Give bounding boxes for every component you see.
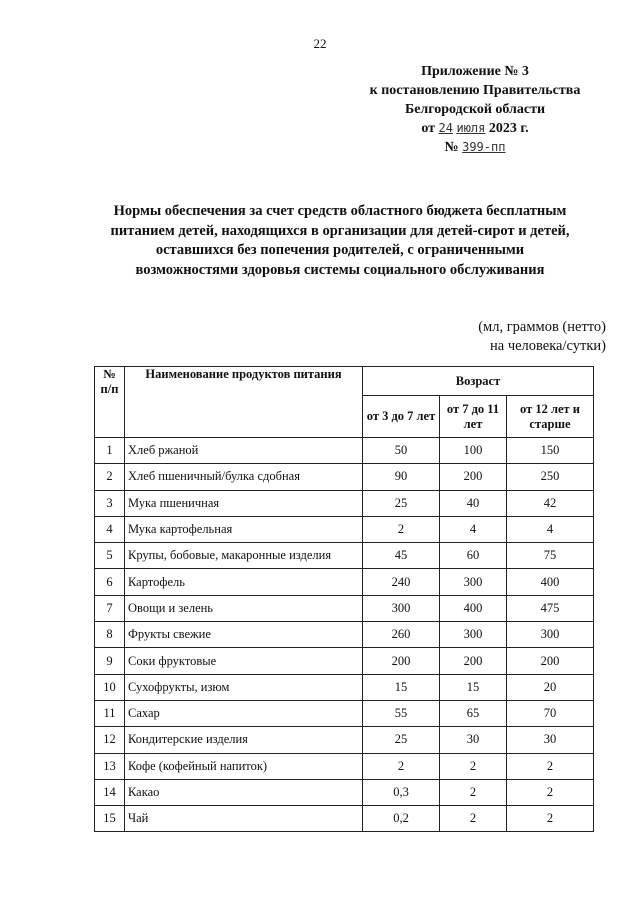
header-num: № п/п	[95, 367, 125, 438]
product-name: Сухофрукты, изюм	[125, 674, 363, 700]
row-number: 8	[95, 622, 125, 648]
value-age-3-7: 15	[363, 674, 440, 700]
value-age-7-11: 200	[440, 464, 507, 490]
value-age-3-7: 2	[363, 516, 440, 542]
date-month: июля	[456, 121, 486, 135]
table-row	[95, 490, 594, 516]
value-age-12-plus: 2	[507, 806, 594, 832]
appendix-date	[330, 119, 620, 138]
appendix-line1: Приложение № 3	[421, 64, 529, 79]
value-age-7-11: 200	[440, 648, 507, 674]
appendix-header	[330, 62, 620, 157]
value-age-3-7: 0,3	[363, 779, 440, 805]
table-header-row	[95, 367, 594, 396]
header-age-1: от 3 до 7 лет	[363, 396, 440, 438]
units-line1: (мл, граммов (нетто)	[478, 319, 606, 335]
row-number: 15	[95, 806, 125, 832]
date-year: 2023 г.	[488, 121, 529, 136]
product-name: Соки фруктовые	[125, 648, 363, 674]
table-row	[95, 438, 594, 464]
value-age-12-plus: 30	[507, 727, 594, 753]
value-age-7-11: 15	[440, 674, 507, 700]
product-name: Картофель	[125, 569, 363, 595]
row-number: 4	[95, 516, 125, 542]
value-age-7-11: 2	[440, 779, 507, 805]
value-age-7-11: 300	[440, 622, 507, 648]
value-age-12-plus: 475	[507, 595, 594, 621]
value-age-3-7: 55	[363, 700, 440, 726]
number-prefix: №	[444, 140, 459, 155]
product-name: Кондитерские изделия	[125, 727, 363, 753]
product-name: Какао	[125, 779, 363, 805]
table-row	[95, 674, 594, 700]
appendix-number	[330, 138, 620, 157]
header-name: Наименование продуктов питания	[125, 367, 363, 438]
value-age-12-plus: 2	[507, 779, 594, 805]
value-age-12-plus: 75	[507, 543, 594, 569]
appendix-line3: Белгородской области	[404, 102, 546, 117]
table-row	[95, 595, 594, 621]
row-number: 14	[95, 779, 125, 805]
row-number: 6	[95, 569, 125, 595]
value-age-12-plus: 400	[507, 569, 594, 595]
value-age-12-plus: 150	[507, 438, 594, 464]
table-row	[95, 569, 594, 595]
norms-table	[94, 366, 594, 832]
product-name: Овощи и зелень	[125, 595, 363, 621]
value-age-12-plus: 250	[507, 464, 594, 490]
header-age: Возраст	[363, 367, 594, 396]
value-age-3-7: 260	[363, 622, 440, 648]
value-age-7-11: 2	[440, 753, 507, 779]
document-title: Нормы обеспечения за счет средств областного бюджета бесплатным питанием детей, находящихся в организации для детей-сирот и детей, оставшихся без попечения родителей, с ограниченными возможностями здоровья системы социального обслуживания	[110, 203, 570, 278]
value-age-12-plus: 42	[507, 490, 594, 516]
product-name: Хлеб ржаной	[125, 438, 363, 464]
value-age-7-11: 65	[440, 700, 507, 726]
table-row	[95, 727, 594, 753]
date-day: 24	[438, 121, 453, 135]
value-age-3-7: 25	[363, 490, 440, 516]
value-age-7-11: 40	[440, 490, 507, 516]
value-age-7-11: 400	[440, 595, 507, 621]
value-age-3-7: 300	[363, 595, 440, 621]
page-number: 22	[313, 36, 327, 51]
value-age-3-7: 45	[363, 543, 440, 569]
appendix-line2: к постановлению Правительства	[369, 83, 581, 98]
row-number: 11	[95, 700, 125, 726]
row-number: 5	[95, 543, 125, 569]
value-age-7-11: 2	[440, 806, 507, 832]
value-age-3-7: 50	[363, 438, 440, 464]
value-age-3-7: 240	[363, 569, 440, 595]
number-value: 399-пп	[462, 140, 506, 154]
product-name: Мука пшеничная	[125, 490, 363, 516]
table-row	[95, 806, 594, 832]
value-age-12-plus: 4	[507, 516, 594, 542]
row-number: 9	[95, 648, 125, 674]
value-age-3-7: 25	[363, 727, 440, 753]
product-name: Хлеб пшеничный/булка сдобная	[125, 464, 363, 490]
value-age-7-11: 30	[440, 727, 507, 753]
row-number: 10	[95, 674, 125, 700]
product-name: Фрукты свежие	[125, 622, 363, 648]
table-row	[95, 779, 594, 805]
value-age-12-plus: 300	[507, 622, 594, 648]
product-name: Сахар	[125, 700, 363, 726]
value-age-3-7: 0,2	[363, 806, 440, 832]
value-age-7-11: 4	[440, 516, 507, 542]
units-note	[400, 318, 606, 356]
table-row	[95, 464, 594, 490]
table-row	[95, 753, 594, 779]
table-row	[95, 516, 594, 542]
value-age-12-plus: 2	[507, 753, 594, 779]
date-prefix: от	[421, 121, 436, 136]
header-age-3: от 12 лет и старше	[507, 396, 594, 438]
value-age-12-plus: 70	[507, 700, 594, 726]
value-age-7-11: 100	[440, 438, 507, 464]
value-age-12-plus: 200	[507, 648, 594, 674]
value-age-3-7: 200	[363, 648, 440, 674]
row-number: 13	[95, 753, 125, 779]
value-age-7-11: 60	[440, 543, 507, 569]
table-row	[95, 543, 594, 569]
product-name: Мука картофельная	[125, 516, 363, 542]
row-number: 3	[95, 490, 125, 516]
product-name: Крупы, бобовые, макаронные изделия	[125, 543, 363, 569]
value-age-7-11: 300	[440, 569, 507, 595]
header-age-2: от 7 до 11 лет	[440, 396, 507, 438]
units-line2: на человека/сутки)	[490, 338, 606, 354]
row-number: 7	[95, 595, 125, 621]
table-row	[95, 700, 594, 726]
table-row	[95, 622, 594, 648]
row-number: 1	[95, 438, 125, 464]
value-age-12-plus: 20	[507, 674, 594, 700]
product-name: Кофе (кофейный напиток)	[125, 753, 363, 779]
value-age-3-7: 90	[363, 464, 440, 490]
row-number: 12	[95, 727, 125, 753]
value-age-3-7: 2	[363, 753, 440, 779]
row-number: 2	[95, 464, 125, 490]
table-row	[95, 648, 594, 674]
product-name: Чай	[125, 806, 363, 832]
table-body	[95, 438, 594, 832]
